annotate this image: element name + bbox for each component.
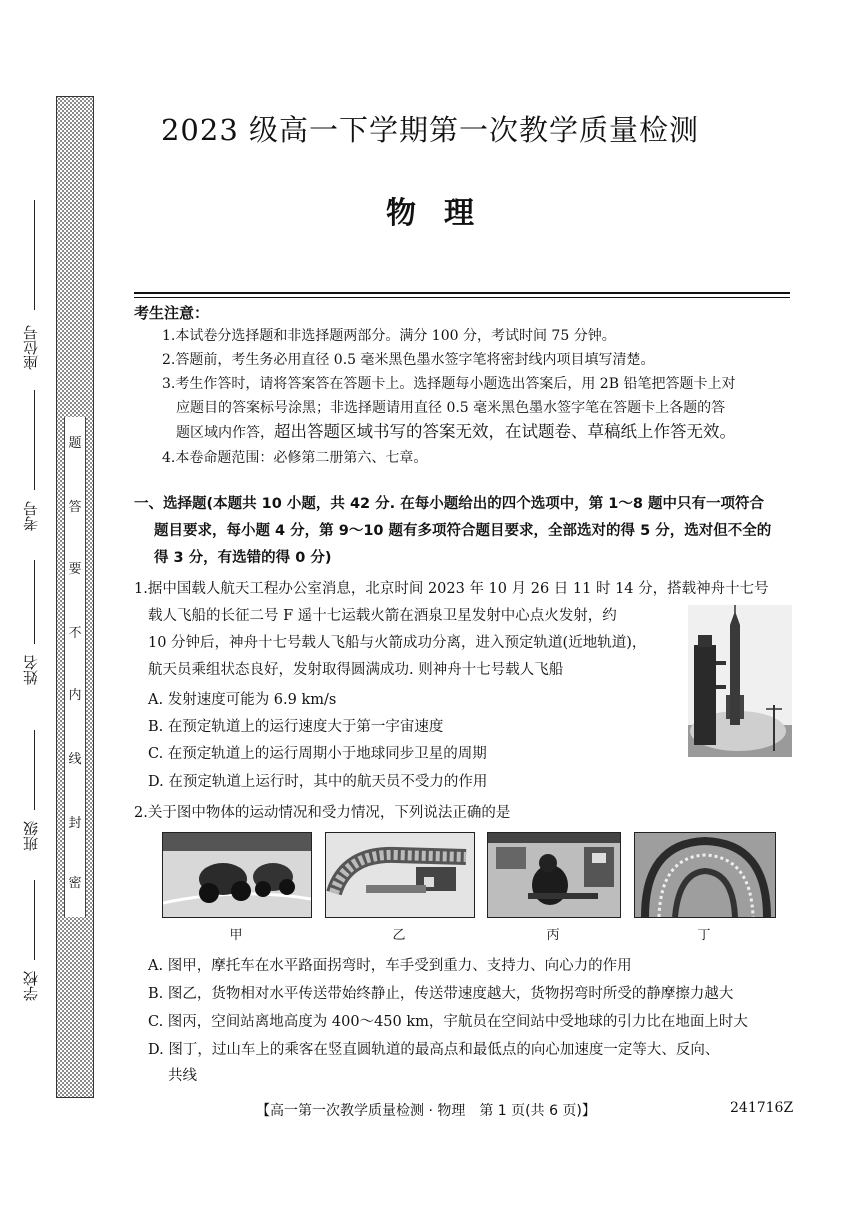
question-1-stem: 1.据中国载人航天工程办公室消息，北京时间 2023 年 10 月 26 日 11 时 14 分，搭载神舟十七号	[134, 581, 769, 597]
caption-yi: 乙	[392, 928, 406, 943]
question-2-stem: 2.关于图中物体的运动情况和受力情况，下列说法正确的是	[134, 805, 511, 821]
seat-number-label: 座位号	[22, 325, 40, 371]
space-station-photo	[487, 832, 621, 918]
exam-title: 2023 级高一下学期第一次教学质量检测	[160, 113, 700, 147]
note-emphasis: 超出答题区域书写的答案无效，在试题卷、草稿纸上作答无效。	[274, 422, 736, 441]
header-divider	[134, 292, 790, 294]
seal-line-box	[64, 417, 86, 917]
exam-number-label: 考号	[22, 501, 40, 531]
question-1-option-b: B. 在预定轨道上的运行速度大于第一宇宙速度	[148, 719, 444, 735]
seal-char: 密	[68, 876, 82, 891]
caption-bing: 丙	[546, 928, 560, 943]
question-2-option-b: B. 图乙，货物相对水平传送带始终静止，传送带速度越大，货物拐弯时所受的静摩擦力越大	[148, 986, 734, 1002]
seal-char: 题	[68, 436, 82, 451]
note-item: 1.本试卷分选择题和非选择题两部分。满分 100 分，考试时间 75 分钟。	[162, 328, 616, 344]
note-item: 2.答题前，考生务必用直径 0.5 毫米黑色墨水签字笔将密封线内项目填写清楚。	[162, 352, 655, 368]
name-label: 姓名	[22, 655, 40, 685]
note-item: 应题目的答案标号涂黑；非选择题请用直径 0.5 毫米黑色墨水签字笔在答题卡上各题的答	[176, 400, 726, 416]
caption-ding: 丁	[697, 928, 711, 943]
note-item: 题区域内作答，	[176, 425, 274, 441]
note-item: 3.考生作答时，请将答案答在答题卡上。选择题每小题选出答案后，用 2B 铅笔把答题卡上对	[162, 376, 736, 392]
roller-coaster-photo	[634, 832, 776, 918]
notes-heading: 考生注意：	[134, 304, 210, 322]
note-item: 4.本卷命题范围：必修第二册第六、七章。	[162, 450, 428, 466]
rocket-launch-photo	[688, 605, 792, 757]
seal-char: 要	[68, 562, 82, 577]
question-2-option-a: A. 图甲，摩托车在水平路面拐弯时，车手受到重力、支持力、向心力的作用	[148, 958, 632, 974]
header-divider-thin	[134, 297, 790, 298]
question-1-option-d: D. 在预定轨道上运行时，其中的航天员不受力的作用	[148, 774, 488, 790]
subject-title: 物理	[386, 196, 502, 231]
question-2-option-d: D. 图丁，过山车上的乘客在竖直圆轨道的最高点和最低点的向心加速度一定等大、反向、	[148, 1042, 720, 1058]
question-1-option-a: A. 发射速度可能为 6.9 km/s	[148, 692, 337, 708]
question-2-option-d-continued: 共线	[168, 1068, 197, 1084]
class-label: 班级	[22, 821, 40, 851]
section-heading: 题目要求，每小题 4 分，第 9～10 题有多项符合题目要求，全部选对的得 5 分，选对但不全的	[154, 523, 772, 539]
section-heading: 一、选择题(本题共 10 小题，共 42 分. 在每小题给出的四个选项中，第 1～8 题中只有一项符合	[134, 496, 765, 512]
question-1-stem: 10 分钟后，神舟十七号载人飞船与火箭成功分离，进入预定轨道(近地轨道)，	[148, 635, 647, 651]
note-item-emphasis-line	[176, 420, 792, 445]
seal-char: 封	[68, 816, 82, 831]
exam-code: 241716Z	[730, 1100, 794, 1116]
conveyor-belt-photo	[325, 832, 475, 918]
caption-jia: 甲	[229, 928, 243, 943]
seal-char: 答	[68, 500, 82, 515]
motorcycle-turn-photo	[162, 832, 312, 918]
page-footer: 【高一第一次教学质量检测 · 物理 第 1 页(共 6 页)】	[256, 1103, 596, 1119]
binding-strip	[56, 96, 94, 1098]
seal-char: 内	[68, 688, 82, 703]
question-1-option-c: C. 在预定轨道上的运行周期小于地球同步卫星的周期	[148, 746, 487, 762]
school-label: 学校	[22, 971, 40, 1001]
seal-char: 线	[68, 752, 82, 767]
question-2-option-c: C. 图丙，空间站离地高度为 400～450 km，宇航员在空间站中受地球的引力比在地面上时大	[148, 1014, 748, 1030]
question-1-stem: 载人飞船的长征二号 F 遥十七运载火箭在酒泉卫星发射中心点火发射，约	[148, 608, 617, 624]
section-heading: 得 3 分，有选错的得 0 分)	[154, 550, 332, 566]
question-1-stem: 航天员乘组状态良好，发射取得圆满成功. 则神舟十七号载人飞船	[148, 662, 564, 678]
seal-char: 不	[68, 626, 82, 641]
